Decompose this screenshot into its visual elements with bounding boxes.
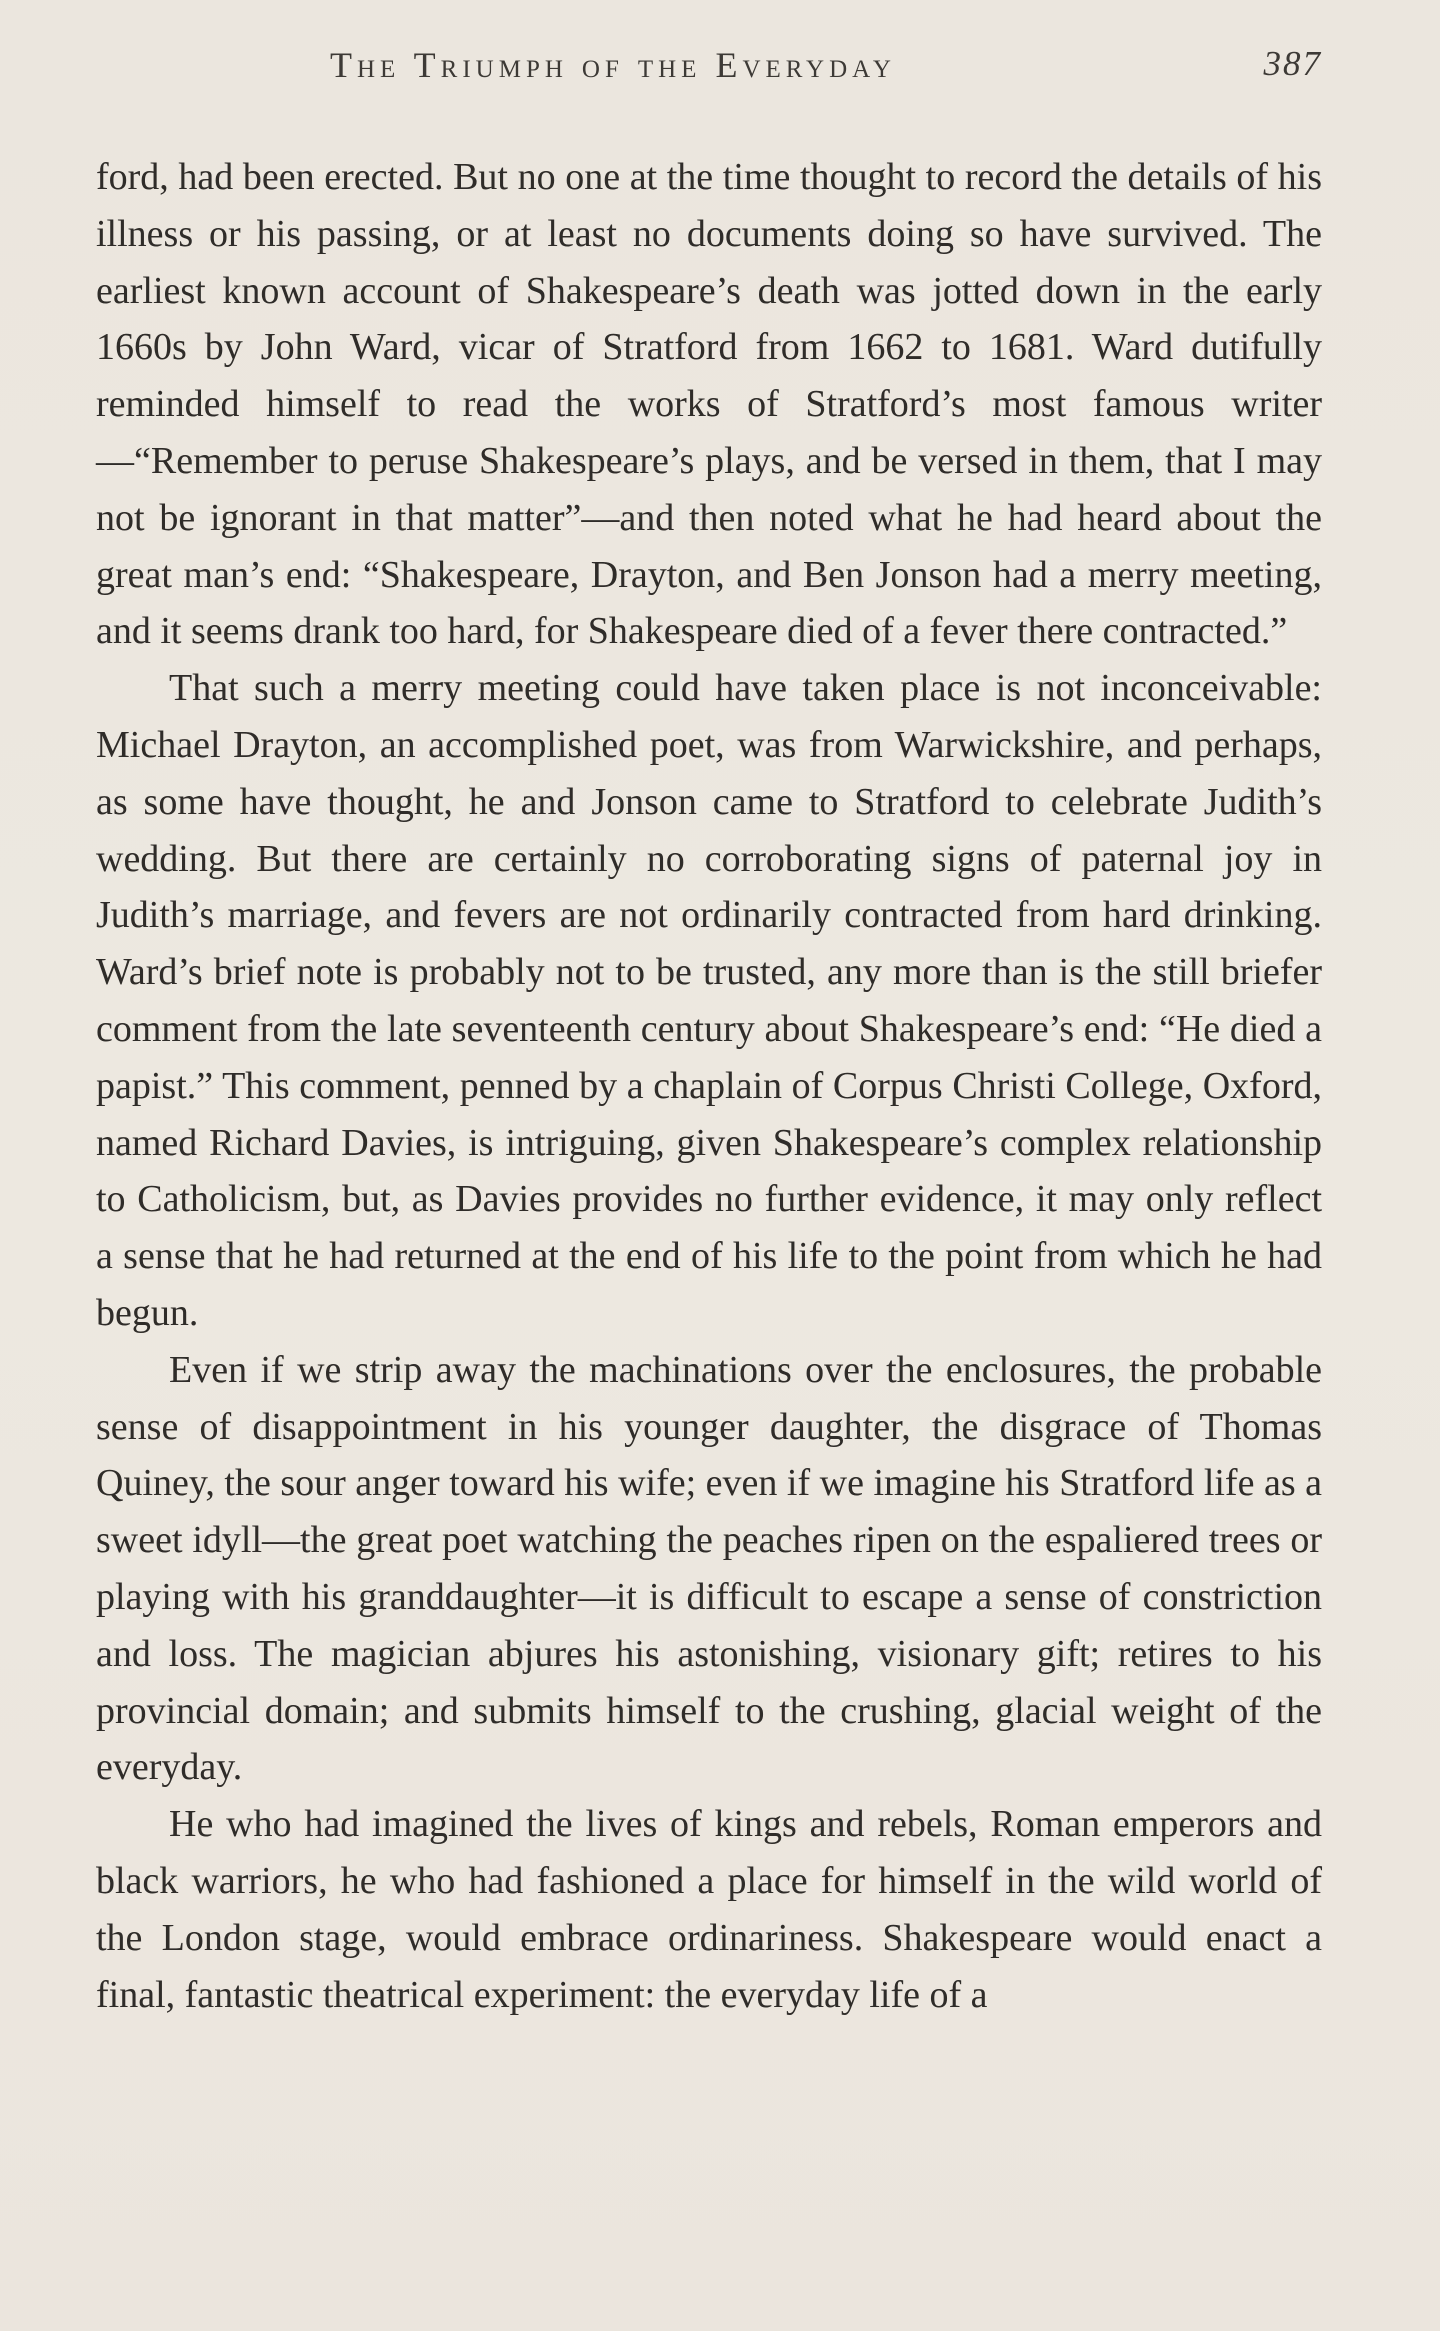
paragraph: ford, had been erected. But no one at the time thought to record the details of his illness or his passing, or at least no documents doing so have survived. The earliest known account of Shakespeare’s death was jotted down in the early 1660s by John Ward, vicar of Stratford from 1662 to 1681. Ward dutifully reminded himself to read the works of Stratford’s most famous writer—“Remember to peruse Shakespeare’s plays, and be versed in them, that I may not be ignorant in that matter”—and then noted what he had heard about the great man’s end: “Shakespeare, Drayton, and Ben Jonson had a merry meeting, and it seems drank too hard, for Shakespeare died of a fever there contracted.”	[96, 156, 1322, 653]
paragraph: He who had imagined the lives of kings and rebels, Roman emperors and black warriors, he who had fashioned a place for himself in the wild world of the London stage, would embrace ordinariness. Shakespeare would enact a final, fantastic theatrical experiment: the everyday life of a	[96, 1803, 1322, 2016]
body-text	[96, 149, 1322, 2023]
paragraph: That such a merry meeting could have taken place is not inconceivable: Michael Drayton, an accomplished poet, was from Warwickshire, and perhaps, as some have thought, he and Jonson came to Stratford to celebrate Judith’s wedding. But there are certainly no corroborating signs of paternal joy in Judith’s marriage, and fevers are not ordinarily contracted from hard drinking. Ward’s brief note is probably not to be trusted, any more than is the still briefer comment from the late seventeenth century about Shakespeare’s end: “He died a papist.” This comment, penned by a chaplain of Corpus Christi College, Oxford, named Richard Davies, is intriguing, given Shakespeare’s complex relationship to Catholicism, but, as Davies provides no further evidence, it may only reflect a sense that he had returned at the end of his life to the point from which he had begun.	[96, 667, 1322, 1334]
running-title: The Triumph of the Everyday	[330, 45, 896, 85]
page-number: 387	[1263, 44, 1322, 83]
running-head	[96, 44, 1322, 94]
paragraph: Even if we strip away the machinations over the enclosures, the probable sense of disappointment in his younger daughter, the disgrace of Thomas Quiney, the sour anger toward his wife; even if we imagine his Stratford life as a sweet idyll—the great poet watching the peaches ripen on the espaliered trees or playing with his granddaughter—it is difficult to escape a sense of constriction and loss. The magician abjures his astonishing, visionary gift; retires to his provincial domain; and submits himself to the crushing, glacial weight of the everyday.	[96, 1348, 1322, 1789]
